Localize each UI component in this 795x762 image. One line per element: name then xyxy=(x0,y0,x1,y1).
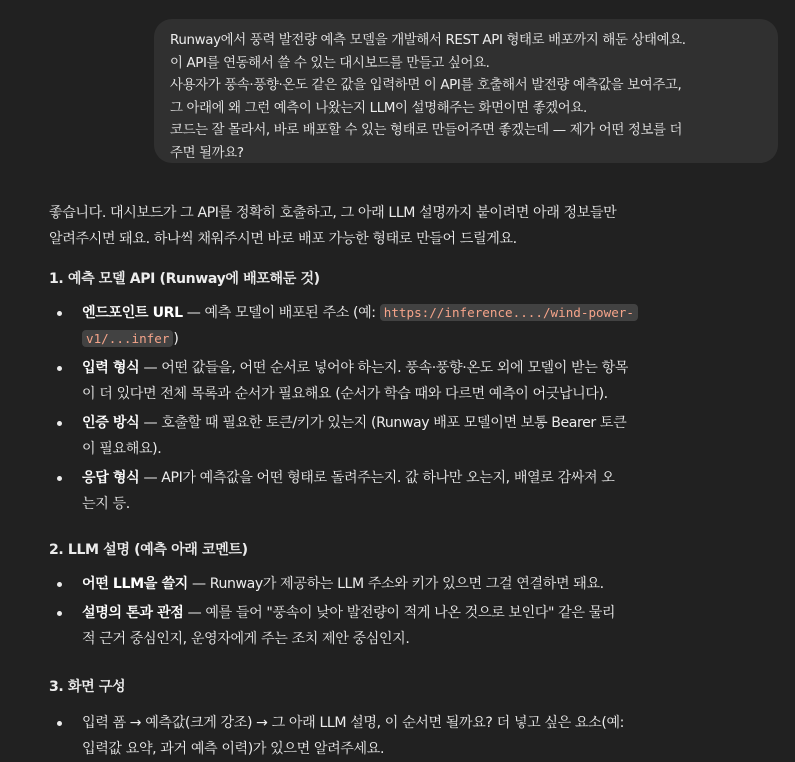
endpoint-url-code-cont: v1/...infer xyxy=(82,330,173,347)
section-list-layout xyxy=(49,710,761,762)
list-item-response-format xyxy=(49,465,761,517)
list-item-term: 어떤 LLM을 쓸지 xyxy=(82,576,188,592)
list-item-term: 엔드포인트 URL xyxy=(82,305,183,321)
list-item-tone xyxy=(49,600,761,652)
section-heading-layout: 3. 화면 구성 xyxy=(49,679,126,695)
list-item-line: 입력 폼 → 예측값(크게 강조) → 그 아래 LLM 설명, 이 순서면 될까요? 더 넣고 싶은 요소(예: xyxy=(82,715,625,731)
list-item-line xyxy=(82,465,761,491)
list-item-input-format xyxy=(49,355,761,407)
list-item-term: 응답 형식 xyxy=(82,470,140,486)
list-item-term: 입력 형식 xyxy=(82,360,140,376)
assistant-message xyxy=(49,200,761,762)
user-message-line: 코드는 잘 몰라서, 바로 배포할 수 있는 형태로 만들어주면 좋겠는데 — 제가 어떤 정보를 더 xyxy=(170,123,683,138)
list-item-line: 는지 등. xyxy=(82,496,130,512)
list-item-line: 이 더 있다면 전체 목록과 순서가 필요해요 (순서가 학습 때와 다르면 예측이 어긋납니다). xyxy=(82,386,608,402)
list-item-line xyxy=(82,600,761,626)
list-item-text: — API가 예측값을 어떤 형태로 돌려주는지. 값 하나만 오는지, 배열로 감싸져 오 xyxy=(139,470,615,486)
user-message-line: 사용자가 풍속·풍향·온도 같은 값을 입력하면 이 API를 호출해서 발전량 예측값을 보여주고, xyxy=(170,78,682,93)
list-item-line xyxy=(82,410,761,436)
list-item-which-llm xyxy=(49,571,761,597)
section-heading-llm: 2. LLM 설명 (예측 아래 코멘트) xyxy=(49,542,248,558)
list-item-text: — 호출할 때 필요한 토큰/키가 있는지 (Runway 배포 모델이면 보통 Bearer 토큰 xyxy=(139,415,627,431)
list-item-line: 입력값 요약, 과거 예측 이력)가 있으면 알려주세요. xyxy=(82,741,385,757)
intro-line: 알려주시면 돼요. 하나씩 채워주시면 바로 배포 가능한 형태로 만들어 드릴게요. xyxy=(49,231,517,247)
list-item-text: ) xyxy=(173,331,179,347)
list-item-text: — 어떤 값들을, 어떤 순서로 넣어야 하는지. 풍속·풍향·온도 외에 모델이 받는 항목 xyxy=(139,360,628,376)
section-list-api xyxy=(49,300,761,517)
list-item-term: 설명의 톤과 관점 xyxy=(82,605,184,621)
section-heading-api: 1. 예측 모델 API (Runway에 배포해둔 것) xyxy=(49,271,320,287)
user-message-line: 주면 될까요? xyxy=(170,145,244,161)
list-item-text: — Runway가 제공하는 LLM 주소와 키가 있으면 그걸 연결하면 돼요. xyxy=(187,576,604,592)
list-item-endpoint-url xyxy=(49,300,761,352)
intro-line: 좋습니다. 대시보드가 그 API를 정확히 호출하고, 그 아래 LLM 설명까지 붙이려면 아래 정보들만 xyxy=(49,205,617,221)
list-item-line: 이 필요해요). xyxy=(82,441,162,457)
list-item-line xyxy=(82,355,761,381)
assistant-intro xyxy=(49,200,761,252)
section-list-llm xyxy=(49,571,761,652)
list-item-layout xyxy=(49,710,761,762)
list-item-line xyxy=(82,300,761,326)
user-message-line: 그 아래에 왜 그런 예측이 나왔는지 LLM이 설명해주는 화면이면 좋겠어요. xyxy=(170,100,587,116)
list-item-text: — 예측 모델이 배포된 주소 (예: xyxy=(182,305,380,321)
list-item-auth xyxy=(49,410,761,462)
list-item-line xyxy=(82,571,761,597)
user-message-line: 이 API를 연동해서 쓸 수 있는 대시보드를 만들고 싶어요. xyxy=(170,55,490,71)
list-item-term: 인증 방식 xyxy=(82,415,140,431)
user-message-line: Runway에서 풍력 발전량 예측 모델을 개발해서 REST API 형태로 배포까지 해둔 상태예요. xyxy=(170,33,686,48)
endpoint-url-code: https://inference..../wind-power- xyxy=(380,304,638,321)
list-item-line xyxy=(82,326,761,352)
list-item-text: — 예를 들어 "풍속이 낮아 발전량이 적게 나온 것으로 보인다" 같은 물리 xyxy=(183,605,616,621)
list-item-line: 적 근거 중심인지, 운영자에게 주는 조치 제안 중심인지. xyxy=(82,631,410,647)
user-message-bubble xyxy=(154,19,778,163)
